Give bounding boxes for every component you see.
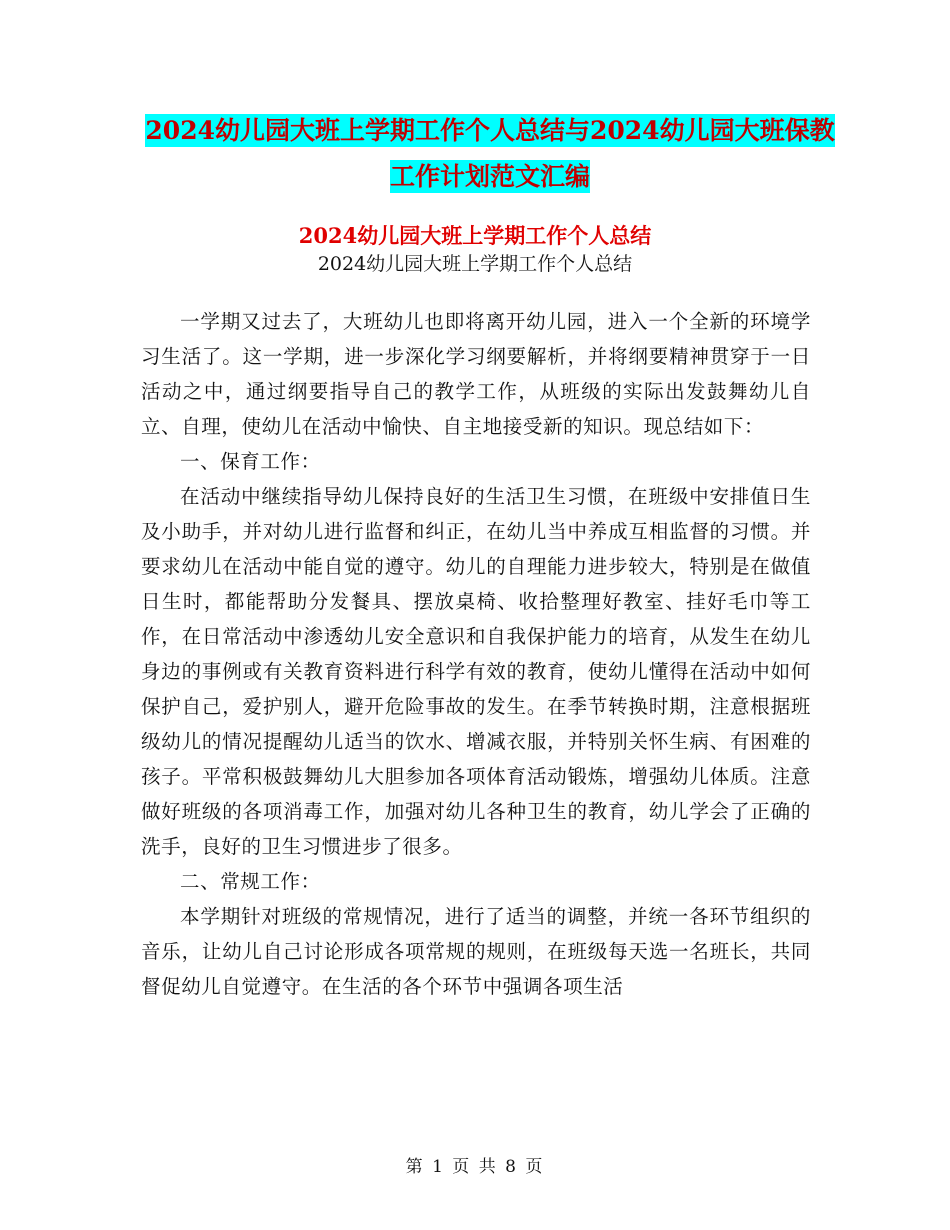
document-title-highlight: 2024幼儿园大班上学期工作个人总结与2024幼儿园大班保教工作计划范文汇编 bbox=[145, 116, 835, 191]
section-title: 2024幼儿园大班上学期工作个人总结 bbox=[298, 223, 652, 248]
heading-care-work: 一、保育工作： bbox=[180, 450, 321, 473]
heading-routine-work: 二、常规工作： bbox=[180, 870, 321, 893]
paragraph-intro: 一学期又过去了，大班幼儿也即将离开幼儿园，进入一个全新的环境学习生活了。这一学期，进一步深化学习纲要解析，并将纲要精神贯穿于一日活动之中，通过纲要指导自己的教学工作，从班级的实际出发鼓舞幼儿自立、自理，使幼儿在活动中愉快、自主地接受新的知识。现总结如下： bbox=[141, 310, 811, 438]
document-title bbox=[140, 108, 840, 200]
paragraph-routine-work: 本学期针对班级的常规情况，进行了适当的调整，并统一各环节组织的音乐，让幼儿自己讨论形成各项常规的规则，在班级每天选一名班长，共同督促幼儿自觉遵守。在生活的各个环节中强调各项生活 bbox=[141, 905, 811, 998]
section-subtitle: 2024幼儿园大班上学期工作个人总结 bbox=[317, 253, 633, 275]
page-footer: 第 1 页 共 8 页 bbox=[405, 1157, 545, 1177]
document-body bbox=[141, 304, 811, 1004]
paragraph-care-work: 在活动中继续指导幼儿保持良好的生活卫生习惯，在班级中安排值日生及小助手，并对幼儿进行监督和纠正，在幼儿当中养成互相监督的习惯。并要求幼儿在活动中能自觉的遵守。幼儿的自理能力进步较大，特别是在做值日生时，都能帮助分发餐具、摆放桌椅、收拾整理好教室、挂好毛巾等工作，在日常活动中渗透幼儿安全意识和自我保护能力的培育，从发生在幼儿身边的事例或有关教育资料进行科学有效的教育，使幼儿懂得在活动中如何保护自己，爱护别人，避开危险事故的发生。在季节转换时期，注意根据班级幼儿的情况提醒幼儿适当的饮水、增减衣服，并特别关怀生病、有困难的孩子。平常积极鼓舞幼儿大胆参加各项体育活动锻炼，增强幼儿体质。注意做好班级的各项消毒工作，加强对幼儿各种卫生的教育，幼儿学会了正确的洗手，良好的卫生习惯进步了很多。 bbox=[141, 485, 811, 858]
